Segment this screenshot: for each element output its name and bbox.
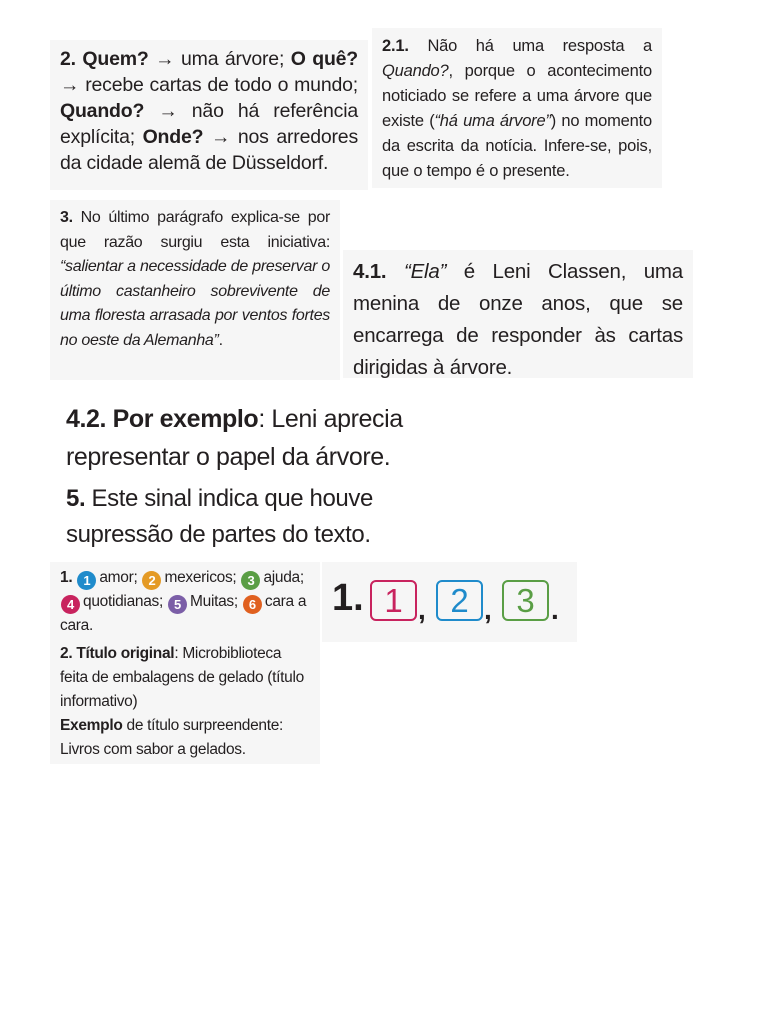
exercise-number: 2. bbox=[60, 645, 73, 662]
answer-who: → uma árvore; bbox=[155, 48, 285, 70]
number-sequence bbox=[322, 562, 577, 642]
answer-quote: “Ela” bbox=[403, 260, 447, 283]
exercise-word: ajuda; bbox=[263, 569, 304, 586]
question-where: Onde? bbox=[142, 126, 204, 148]
answer-text: Não há uma resposta a bbox=[427, 37, 652, 55]
exercise-label: Título original bbox=[76, 645, 175, 662]
number-box: 2 bbox=[436, 580, 483, 621]
exercise-word: amor; bbox=[99, 569, 138, 586]
number-circle: 6 bbox=[243, 595, 262, 614]
answer-2 bbox=[50, 40, 368, 190]
exercise-text: : Microbiblioteca feita de embalagens de gelado (título informativo) bbox=[60, 645, 304, 710]
answer-4-2 bbox=[58, 400, 458, 480]
answer-2-1 bbox=[372, 28, 662, 188]
answer-4-1 bbox=[343, 250, 693, 378]
exercise-2 bbox=[50, 640, 320, 764]
exercise-word: quotidianas; bbox=[83, 593, 163, 610]
answer-number: 2.1. bbox=[382, 37, 409, 55]
sequence-separator: , bbox=[484, 594, 492, 625]
number-circle: 2 bbox=[142, 571, 161, 590]
answer-3 bbox=[50, 200, 340, 380]
answer-number: 2. bbox=[60, 48, 76, 70]
exercise-label: Exemplo bbox=[60, 717, 123, 734]
number-box: 3 bbox=[502, 580, 549, 621]
sequence-end: . bbox=[551, 594, 559, 625]
exercise-word: mexericos; bbox=[164, 569, 237, 586]
answer-number: 3. bbox=[60, 209, 73, 226]
number-circle: 3 bbox=[241, 571, 260, 590]
sequence-number: 1. bbox=[332, 577, 364, 619]
exercise-number: 1. bbox=[60, 569, 73, 586]
exercise-word: cara a cara. bbox=[60, 593, 307, 634]
answer-where: → nos arredores da cidade alemã de Düsseldorf. bbox=[60, 126, 358, 174]
answer-number: 5. bbox=[66, 485, 86, 512]
sequence-separator: , bbox=[418, 594, 426, 625]
answer-quote: “salientar a necessidade de preservar o último castanheiro sobrevivente de uma floresta arrasada por ventos fortes no oeste da Alemanha” bbox=[60, 258, 330, 349]
number-circle: 1 bbox=[77, 571, 96, 590]
exercise-1 bbox=[50, 562, 320, 640]
answer-what: → recebe cartas de todo o mundo; bbox=[60, 74, 358, 96]
answer-text: Este sinal indica que houve supressão de partes do texto. bbox=[66, 485, 373, 548]
answer-text: é Leni Classen, uma menina de onze anos, que se encarrega de responder às cartas dirigidas à árvore. bbox=[353, 260, 684, 379]
number-circle: 4 bbox=[61, 595, 80, 614]
exercise-word: Muitas; bbox=[190, 593, 238, 610]
question-when: Quando? bbox=[60, 100, 145, 122]
answer-quote: “há uma árvore” bbox=[434, 112, 551, 130]
question-what: O quê? bbox=[290, 48, 359, 70]
answer-text: ) no momento da escrita da notícia. Infere-se, pois, que o tempo é o presente. bbox=[382, 112, 652, 180]
answer-text: : Leni aprecia representar o papel da árvore. bbox=[66, 405, 403, 471]
number-box: 1 bbox=[370, 580, 417, 621]
answer-text: , porque o acontecimento noticiado se refere a uma árvore que existe ( bbox=[382, 62, 652, 130]
answer-number: 4.1. bbox=[353, 260, 387, 283]
answer-5 bbox=[58, 481, 458, 556]
exercise-text: de título surpreendente: Livros com sabor a gelados. bbox=[60, 717, 284, 758]
number-circle: 5 bbox=[168, 595, 187, 614]
answer-text: No último parágrafo explica-se por que razão surgiu esta iniciativa: bbox=[60, 209, 330, 251]
answer-when: → não há referência explícita; bbox=[60, 100, 359, 148]
answer-question-word: Quando? bbox=[382, 62, 449, 80]
answer-lead: Por exemplo bbox=[112, 405, 259, 433]
question-who: Quem? bbox=[82, 48, 149, 70]
answer-number: 4.2. bbox=[66, 405, 107, 433]
answer-text: . bbox=[218, 331, 223, 349]
